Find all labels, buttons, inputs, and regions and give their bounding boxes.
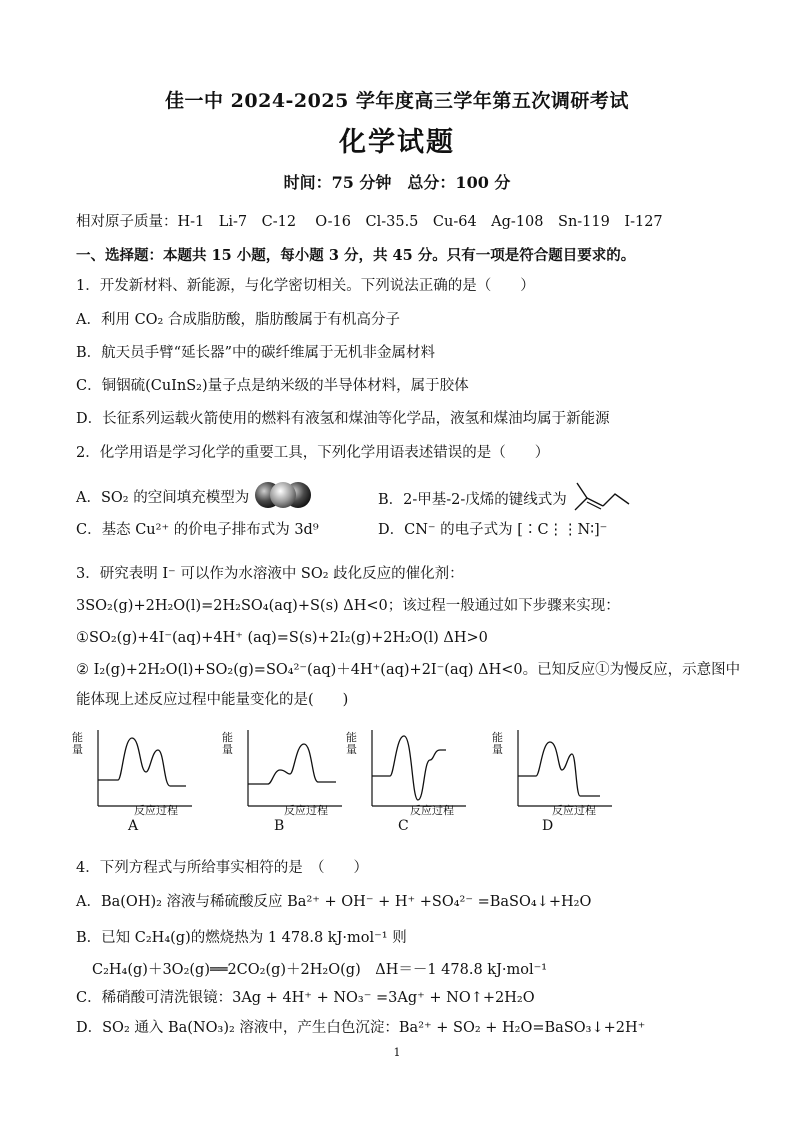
q2-option-b-text: B．2-甲基-2-戊烯的键线式为 xyxy=(378,492,567,508)
option-label: D xyxy=(542,818,554,834)
q1-stem: 1．开发新材料、新能源，与化学密切相关。下列说法正确的是（ ） xyxy=(76,278,535,294)
option-label: B xyxy=(274,818,285,834)
y-axis-label: 能量 xyxy=(72,731,83,756)
q2-option-a xyxy=(76,480,312,516)
q3-overall-reaction: 3SO₂(g)+2H₂O(l)=2H₂SO₄(aq)+S(s) ΔH<0；该过程一般通过如下步骤来实现： xyxy=(76,598,620,614)
q1-option-b: B．航天员手臂“延长器”中的碳纤维属于无机非金属材料 xyxy=(76,345,435,361)
exam-title: 佳一中 2024-2025 学年度高三学年第五次调研考试 xyxy=(165,90,629,112)
q2-option-b xyxy=(378,480,633,520)
q4-option-a: A．Ba(OH)₂ 溶液与稀硫酸反应 Ba²⁺ + OH⁻ + H⁺ +SO₄²⁻ =BaSO₄↓+H₂O xyxy=(76,894,592,910)
x-axis-label: 反应过程 xyxy=(134,804,178,817)
x-axis-label: 反应过程 xyxy=(552,804,596,817)
atomic-masses: 相对原子质量：H-1 Li-7 C-12 O-16 Cl-35.5 Cu-64 Ag-108 Sn-119 I-127 xyxy=(76,214,663,230)
q4-stem: 4．下列方程式与所给事实相符的是 （ ） xyxy=(76,860,368,876)
section-heading: 一、选择题：本题共 15 小题，每小题 3 分，共 45 分。只有一项是符合题目要求的。 xyxy=(76,247,636,264)
option-label: A xyxy=(128,818,139,834)
q2-option-a-text: A．SO₂ 的空间填充模型为 xyxy=(76,490,250,506)
energy-diagram-a xyxy=(72,730,196,834)
energy-diagram-b xyxy=(222,730,346,834)
q3-step2: ② I₂(g)+2H₂O(l)+SO₂(g)=SO₄²⁻(aq)＋4H⁺(aq)+2I⁻(aq) ΔH<0。已知反应①为慢反应，示意图中 xyxy=(76,662,741,678)
q4-option-c: C．稀硝酸可清洗银镜：3Ag + 4H⁺ + NO₃⁻ =3Ag⁺ + NO↑+2H₂O xyxy=(76,990,535,1006)
q2-option-d xyxy=(378,520,607,540)
q3-question: 能体现上述反应过程中能量变化的是( ) xyxy=(76,692,349,708)
time-info: 时间：75 分钟 总分：100 分 xyxy=(283,173,511,192)
q1-option-c: C．铜铟硫(CuInS₂)量子点是纳米级的半导体材料，属于胶体 xyxy=(76,378,469,394)
q3-stem: 3．研究表明 I⁻ 可以作为水溶液中 SO₂ 歧化反应的催化剂： xyxy=(76,566,464,582)
q4-option-b-line1: B．已知 C₂H₄(g)的燃烧热为 1 478.8 kJ·mol⁻¹ 则 xyxy=(76,930,407,946)
q1-option-a: A．利用 CO₂ 合成脂肪酸，脂肪酸属于有机高分子 xyxy=(76,312,400,328)
page-number: 1 xyxy=(393,1046,401,1059)
cn-electron-formula: [∶C⋮⋮N∶]⁻ xyxy=(517,522,608,538)
q2-option-c: C．基态 Cu²⁺ 的价电子排布式为 3d⁹ xyxy=(76,522,319,538)
option-label: C xyxy=(398,818,409,834)
y-axis-label: 能量 xyxy=(222,731,233,756)
subject-title: 化学试题 xyxy=(339,127,455,158)
y-axis-label: 能量 xyxy=(492,731,503,756)
so2-space-filling-model xyxy=(254,480,312,516)
q4-option-b-line2: C₂H₄(g)＋3O₂(g)══2CO₂(g)＋2H₂O(g) ΔH＝－1 478.8 kJ·mol⁻¹ xyxy=(92,962,548,978)
q2-option-d-text: D．CN⁻ 的电子式为 xyxy=(378,522,513,538)
skeletal-formula-2-methyl-2-pentene xyxy=(571,480,633,520)
x-axis-label: 反应过程 xyxy=(410,804,454,817)
energy-diagram-d xyxy=(492,730,616,834)
q2-stem: 2．化学用语是学习化学的重要工具，下列化学用语表述错误的是（ ） xyxy=(76,445,550,461)
q3-step1: ①SO₂(g)+4I⁻(aq)+4H⁺ (aq)=S(s)+2I₂(g)+2H₂O(l) ΔH>0 xyxy=(76,630,488,646)
q4-option-d: D．SO₂ 通入 Ba(NO₃)₂ 溶液中，产生白色沉淀：Ba²⁺ + SO₂ + H₂O=BaSO₃↓+2H⁺ xyxy=(76,1020,646,1036)
y-axis-label: 能量 xyxy=(346,731,357,756)
energy-diagram-c xyxy=(346,730,470,834)
q1-option-d: D．长征系列运载火箭使用的燃料有液氢和煤油等化学品，液氢和煤油均属于新能源 xyxy=(76,411,610,427)
x-axis-label: 反应过程 xyxy=(284,804,328,817)
